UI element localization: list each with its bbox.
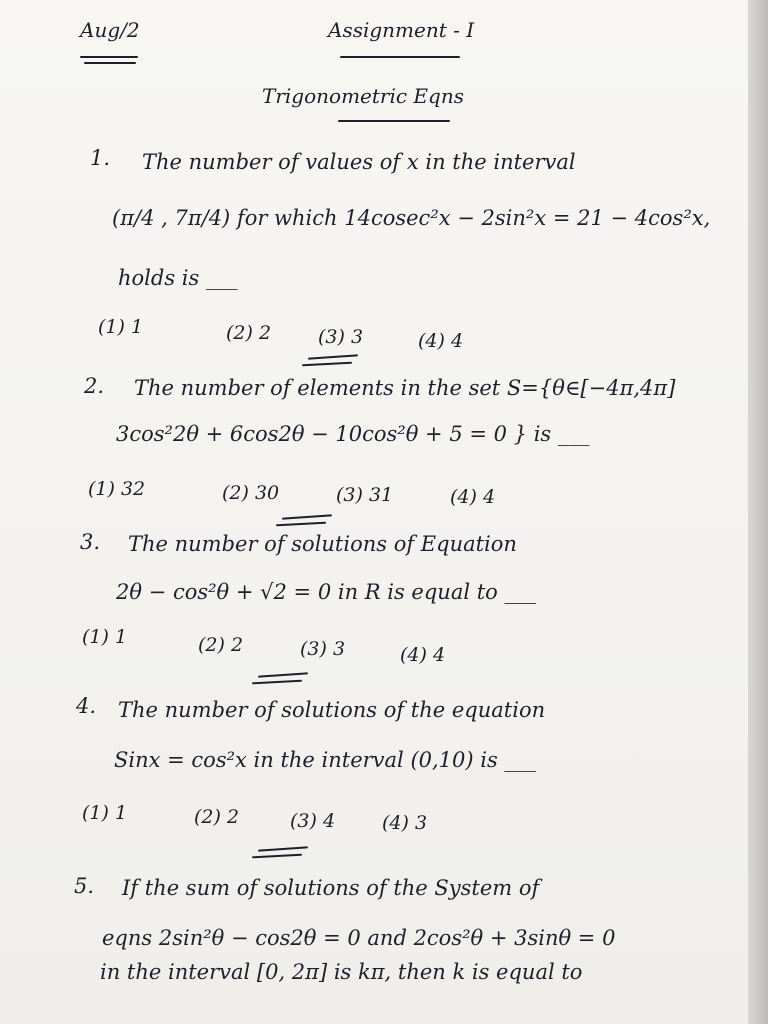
question-4-option-4: (4) 3 — [382, 812, 428, 834]
question-4-option-3: (3) 4 — [290, 810, 336, 832]
question-3-number: 3. — [80, 530, 101, 554]
question-3-option-1: (1) 1 — [82, 626, 128, 648]
topic-subtitle: Trigonometric Eqns — [262, 84, 464, 108]
date-underline-2 — [84, 62, 136, 64]
question-4-option-1: (1) 1 — [82, 802, 128, 824]
question-1-option-3: (3) 3 — [318, 326, 364, 348]
question-1-option-1: (1) 1 — [98, 316, 144, 338]
question-4-number: 4. — [76, 694, 97, 718]
question-1-line-3: holds is ___ — [118, 266, 238, 290]
question-2-line-2: 3cos²2θ + 6cos2θ − 10cos²θ + 5 = 0 } is ___ — [116, 422, 590, 446]
subtitle-underline — [338, 120, 450, 122]
question-5-line-2: eqns 2sin²θ − cos2θ = 0 and 2cos²θ + 3sinθ = 0 — [102, 926, 616, 950]
question-2-line-1: The number of elements in the set S={θ∈[−4π,4π] — [134, 376, 676, 400]
question-1-option-4: (4) 4 — [418, 330, 464, 352]
separator-3 — [258, 674, 308, 684]
question-3-option-2: (2) 2 — [198, 634, 244, 656]
question-5-line-1: If the sum of solutions of the System of — [122, 876, 540, 900]
separator-2 — [282, 516, 332, 526]
question-5-line-3: in the interval [0, 2π] is kπ, then k is equal to — [100, 960, 583, 984]
assignment-title: Assignment - I — [328, 18, 475, 42]
question-5-number: 5. — [74, 874, 95, 898]
question-4-line-2: Sinx = cos²x in the interval (0,10) is ___ — [114, 748, 536, 772]
date-underline — [80, 56, 138, 58]
question-3-option-3: (3) 3 — [300, 638, 346, 660]
question-3-line-1: The number of solutions of Equation — [128, 532, 517, 556]
question-1-line-2: (π/4 , 7π/4) for which 14cosec²x − 2sin²x = 21 − 4cos²x, — [112, 206, 711, 230]
question-2-option-3: (3) 31 — [336, 484, 394, 506]
question-1-line-1: The number of values of x in the interval — [142, 150, 576, 174]
question-3-option-4: (4) 4 — [400, 644, 446, 666]
date-label: Aug/2 — [80, 18, 140, 42]
question-2-option-2: (2) 30 — [222, 482, 280, 504]
question-4-option-2: (2) 2 — [194, 806, 240, 828]
question-1-option-2: (2) 2 — [226, 322, 272, 344]
question-3-line-2: 2θ − cos²θ + √2 = 0 in R is equal to ___ — [116, 580, 536, 604]
question-1-number: 1. — [90, 146, 111, 170]
question-2-number: 2. — [84, 374, 105, 398]
question-2-option-4: (4) 4 — [450, 486, 496, 508]
question-4-line-1: The number of solutions of the equation — [118, 698, 546, 722]
page-edge-shadow — [748, 0, 768, 1024]
separator-1 — [308, 356, 358, 366]
separator-4 — [258, 848, 308, 858]
title-underline — [340, 56, 460, 58]
question-2-option-1: (1) 32 — [88, 478, 146, 500]
